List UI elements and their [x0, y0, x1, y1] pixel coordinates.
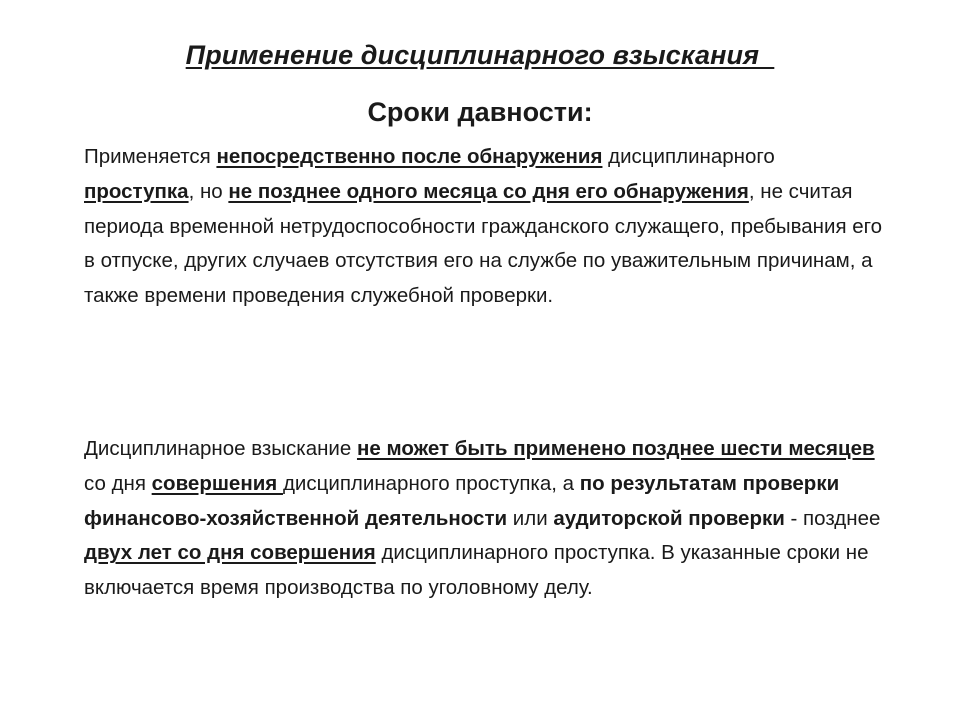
- emphasis-two-years-limit: двух лет со дня совершения: [84, 541, 376, 565]
- text-run: дисциплинарного: [602, 145, 775, 168]
- text-run: или: [507, 506, 554, 530]
- paragraph-limitation-one-month: [84, 140, 884, 314]
- slide-title: Применение дисциплинарного взыскания: [185, 40, 775, 70]
- emphasis-immediately-after-discovery: непосредственно после обнаружения: [216, 145, 603, 168]
- emphasis-financial-audit: по результатам проверки финансово-хозяйственной деятельности: [84, 471, 840, 530]
- text-run: , не считая периода временной нетрудоспособности гражданского служащего, пребывания его в отпуске, других случаев отсутствия его на службе по уважительным причинам, а также времени проведения служебной проверки.: [84, 179, 883, 308]
- paragraph-limitation-six-months: [84, 432, 884, 606]
- slide-subtitle: Сроки давности:: [367, 97, 593, 127]
- text-run: со дня: [84, 471, 152, 495]
- emphasis-six-months-limit: не может быть применено позднее шести месяцев: [356, 437, 875, 460]
- text-run: дисциплинарного проступка. В указанные сроки не включается время производства по уголовному делу.: [84, 541, 869, 600]
- text-run: Применяется: [84, 145, 217, 168]
- text-run: - позднее: [784, 506, 881, 530]
- text-run: Дисциплинарное взыскание: [84, 437, 357, 460]
- text-run: дисциплинарного проступка, а: [282, 471, 580, 495]
- emphasis-auditor-check: аудиторской проверки: [553, 506, 785, 530]
- emphasis-one-month-limit: не позднее одного месяца со дня его обнаружения: [228, 179, 749, 203]
- emphasis-commission: совершения: [151, 471, 283, 495]
- text-run: , но: [188, 179, 229, 203]
- emphasis-offense: проступка: [84, 179, 189, 203]
